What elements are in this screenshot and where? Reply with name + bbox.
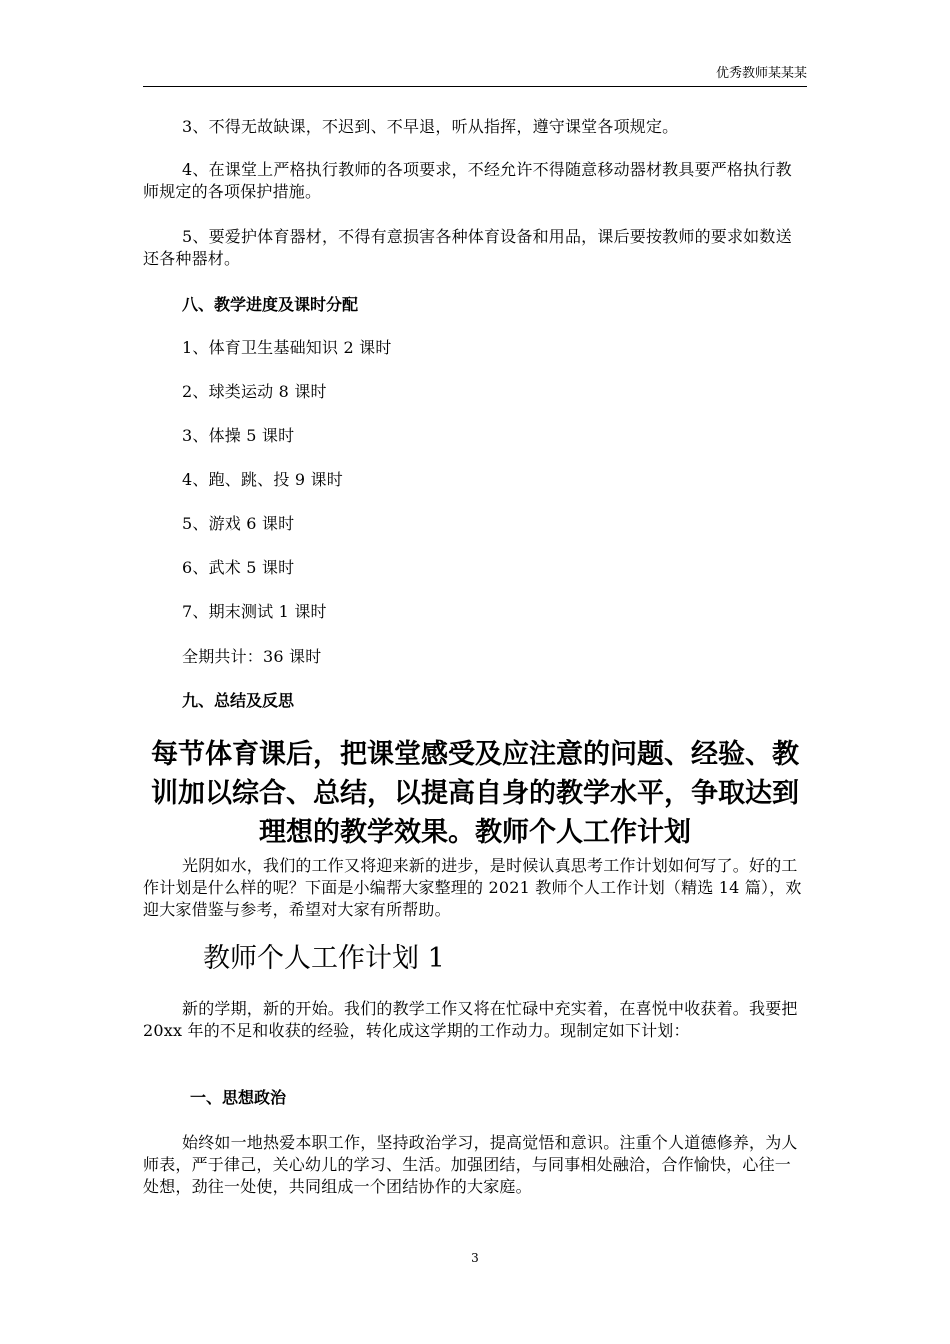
plan-1-title: 教师个人工作计划 1 [203,943,445,974]
schedule-item-5: 5、游戏 6 课时 [182,514,295,533]
plan-1-body: 始终如一地热爱本职工作，坚持政治学习，提高觉悟和意识。注重个人道德修养，为人师表，严于律己，关心幼儿的学习、生活。加强团结，与同事相处融洽，合作愉快，心往一处想，劲往一处使，共同组成一个团结协作的大家庭。 [143,1133,798,1196]
schedule-item-7: 7、期末测试 1 课时 [182,602,327,621]
schedule-item-4: 4、跑、跳、投 9 课时 [182,470,343,489]
schedule-item-6: 6、武术 5 课时 [182,558,295,577]
plan-1-subheading: 一、思想政治 [190,1088,287,1107]
rule-item-3: 3、不得无故缺课，不迟到、不早退，听从指挥，遵守课堂各项规定。 [182,117,679,136]
page-number: 3 [471,1251,479,1265]
schedule-item-1: 1、体育卫生基础知识 2 课时 [182,338,392,357]
schedule-total: 全期共计：36 课时 [182,647,322,666]
header-rule [143,86,807,87]
schedule-item-3: 3、体操 5 课时 [182,426,295,445]
plan-1-intro: 新的学期，新的开始。我们的教学工作又将在忙碌中充实着，在喜悦中收获着。我要把 20xx 年的不足和收获的经验，转化成这学期的工作动力。现制定如下计划： [143,999,798,1040]
intro-paragraph: 光阴如水，我们的工作又将迎来新的进步，是时候认真思考工作计划如何写了。好的工作计划是什么样的呢？下面是小编帮大家整理的 2021 教师个人工作计划（精选 14 篇），欢迎大家借鉴与参考，希望对大家有所帮助。 [143,856,802,919]
section-8-heading: 八、教学进度及课时分配 [182,295,359,314]
rule-item-4: 4、在课堂上严格执行教师的各项要求，不经允许不得随意移动器材教具要严格执行教师规定的各项保护措施。 [143,160,792,201]
page-header-text: 优秀教师某某某 [715,66,807,81]
summary-big-heading: 每节体育课后，把课堂感受及应注意的问题、经验、教训加以综合、总结，以提高自身的教学水平，争取达到理想的教学效果。教师个人工作计划 [151,739,799,848]
section-9-heading: 九、总结及反思 [182,691,295,710]
schedule-item-2: 2、球类运动 8 课时 [182,382,327,401]
rule-item-5: 5、要爱护体育器材，不得有意损害各种体育设备和用品，课后要按教师的要求如数送还各种器材。 [143,227,792,268]
